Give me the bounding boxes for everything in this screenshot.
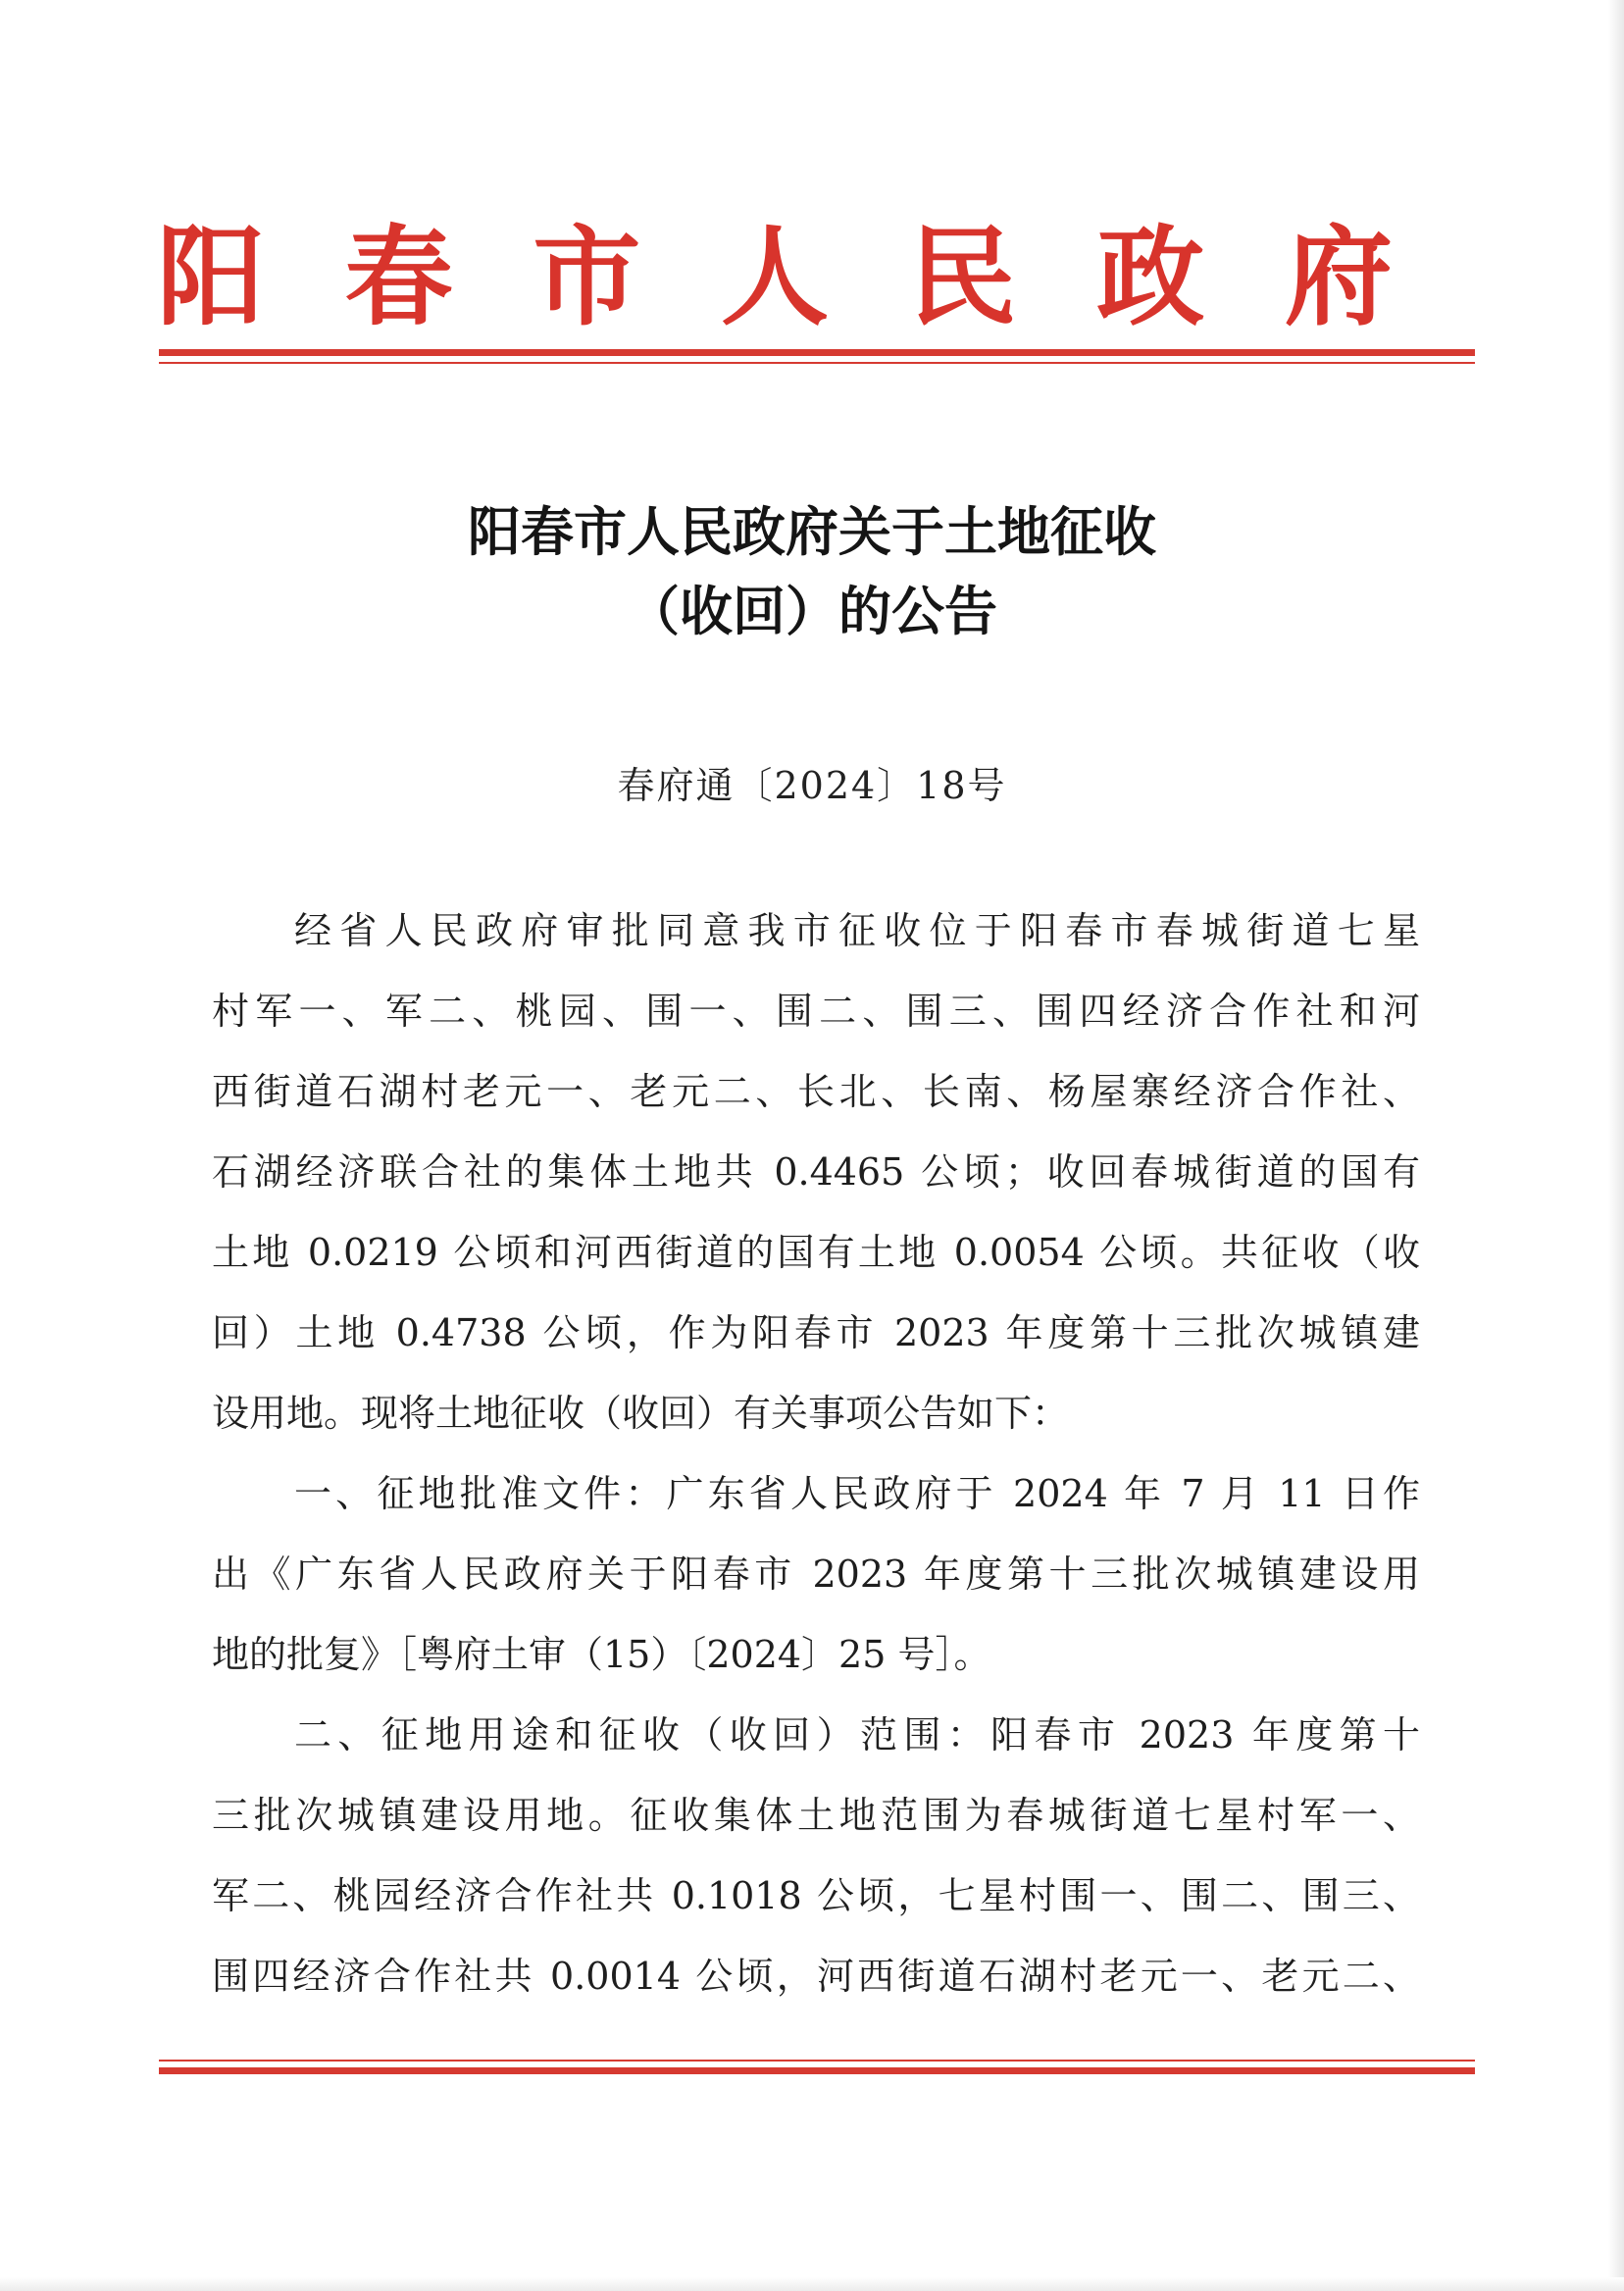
header-char: 民	[908, 214, 1017, 340]
body-line: 西街道石湖村老元一、老元二、长北、长南、杨屋寨经济合作社、	[212, 1070, 1420, 1113]
document-title-line-2: （收回）的公告	[627, 580, 997, 642]
body-line: 地的批复》［粤府土审（15）〔2024〕25 号］。	[212, 1633, 991, 1676]
header-char: 府	[1284, 214, 1393, 340]
body-line: 设用地。现将土地征收（收回）有关事项公告如下：	[212, 1392, 1070, 1435]
header-char: 春	[344, 214, 453, 340]
document-number: 春府通〔2024〕18号	[617, 764, 1007, 807]
body-line: 土地 0.0219 公顷和河西街道的国有土地 0.0054 公顷。共征收（收	[212, 1231, 1420, 1274]
scan-edge	[1608, 0, 1624, 2291]
header-char: 阳	[157, 214, 265, 340]
scan-edge	[0, 2277, 1624, 2291]
body-line: 村军一、军二、桃园、围一、围二、围三、围四经济合作社和河	[212, 990, 1420, 1033]
issuing-authority-header	[157, 214, 1393, 341]
header-char: 市	[533, 214, 641, 340]
header-divider-thin	[159, 362, 1475, 364]
header-divider-thick	[159, 349, 1475, 356]
body-line: 二、征地用途和征收（收回）范围：阳春市 2023 年度第十	[294, 1713, 1420, 1756]
document-title-line-1: 阳春市人民政府关于土地征收	[468, 500, 1156, 563]
body-line: 军二、桃园经济合作社共 0.1018 公顷，七星村围一、围二、围三、	[212, 1874, 1420, 1917]
body-line: 石湖经济联合社的集体土地共 0.4465 公顷；收回春城街道的国有	[212, 1150, 1420, 1194]
body-line: 三批次城镇建设用地。征收集体土地范围为春城街道七星村军一、	[212, 1794, 1420, 1837]
header-char: 政	[1096, 214, 1205, 340]
body-line: 围四经济合作社共 0.0014 公顷，河西街道石湖村老元一、老元二、	[212, 1955, 1420, 1998]
header-char: 人	[720, 214, 829, 340]
body-line: 回）土地 0.4738 公顷，作为阳春市 2023 年度第十三批次城镇建	[212, 1311, 1420, 1354]
body-line: 出《广东省人民政府关于阳春市 2023 年度第十三批次城镇建设用	[212, 1553, 1420, 1596]
body-line: 一、征地批准文件：广东省人民政府于 2024 年 7 月 11 日作	[294, 1472, 1420, 1515]
footer-divider-thin	[159, 2060, 1475, 2062]
footer-divider-thick	[159, 2067, 1475, 2074]
body-line: 经省人民政府审批同意我市征收位于阳春市春城街道七星	[294, 909, 1420, 952]
